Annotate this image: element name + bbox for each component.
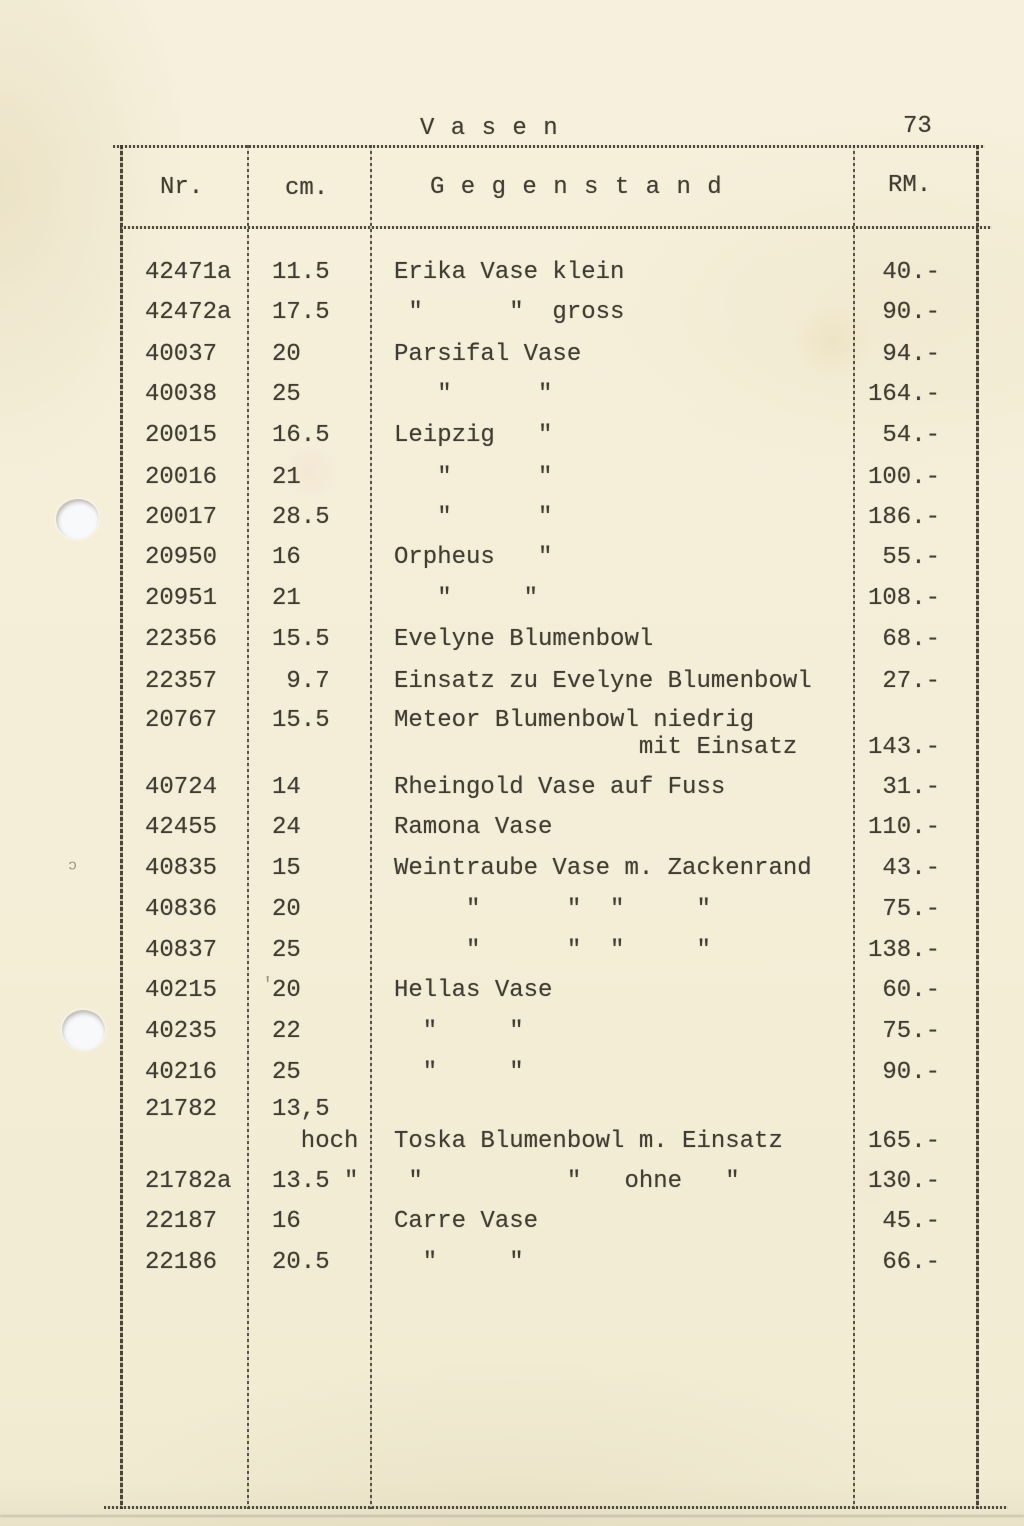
cell-cm: 20	[272, 977, 301, 1004]
cell-cm: 15.5	[272, 626, 330, 653]
cell-cm: 16	[272, 1208, 301, 1235]
cell-gegenstand: " "	[394, 1059, 524, 1086]
cell-rm: 110.-	[867, 814, 940, 841]
cell-nr: 20951	[145, 585, 218, 612]
cell-rm: 66.-	[882, 1249, 940, 1276]
cell-nr: 22356	[145, 626, 218, 653]
cell-cm: 16	[272, 544, 301, 571]
cell-rm: 94.-	[882, 341, 940, 368]
cell-rm: 60.-	[882, 977, 940, 1004]
table-border-left	[120, 145, 123, 1509]
cell-cm: 15	[272, 855, 301, 882]
cell-nr: 20015	[145, 422, 218, 449]
column-divider-cm-gegenstand	[370, 145, 372, 1509]
column-header-cm: cm.	[285, 175, 329, 202]
cell-gegenstand: " "	[394, 1018, 524, 1045]
column-divider-nr-cm	[247, 145, 249, 1509]
cell-gegenstand: Erika Vase klein	[394, 259, 625, 286]
cell-cm: 20.5	[272, 1249, 330, 1276]
cell-rm: 55.-	[882, 544, 940, 571]
pencil-mark: ɔ	[68, 857, 78, 875]
cell-cm: 25	[272, 381, 301, 408]
cell-rm: 108.-	[867, 585, 940, 612]
cell-gegenstand: Weintraube Vase m. Zackenrand	[394, 855, 812, 882]
cell-nr: 20016	[145, 464, 218, 491]
cell-gegenstand: mit Einsatz	[394, 734, 798, 761]
cell-cm: 16.5	[272, 422, 330, 449]
cell-rm: 143.-	[867, 734, 940, 761]
cell-rm: 100.-	[867, 464, 940, 491]
cell-nr: 40837	[145, 937, 218, 964]
cell-cm: 21	[272, 585, 301, 612]
cell-gegenstand: " "	[394, 585, 539, 612]
cell-nr: 21782	[145, 1096, 218, 1123]
cell-nr: 40836	[145, 896, 218, 923]
cell-cm: 24	[272, 814, 301, 841]
cell-gegenstand: " " gross	[394, 299, 625, 326]
cell-gegenstand: Parsifal Vase	[394, 341, 582, 368]
cell-cm: 28.5	[272, 504, 330, 531]
cell-rm: 43.-	[882, 855, 940, 882]
cell-cm: 21	[272, 464, 301, 491]
column-header-gegenstand: G e g e n s t a n d	[430, 174, 723, 201]
cell-cm: 13,5	[272, 1096, 330, 1123]
cell-nr: 20950	[145, 544, 218, 571]
cell-rm: 40.-	[882, 259, 940, 286]
cell-gegenstand: " "	[394, 1249, 524, 1276]
cell-nr: 22357	[145, 668, 218, 695]
cell-rm: 90.-	[882, 1059, 940, 1086]
cell-rm: 90.-	[882, 299, 940, 326]
cell-rm: 75.-	[882, 1018, 940, 1045]
cell-rm: 75.-	[882, 896, 940, 923]
cell-rm: 130.-	[867, 1168, 940, 1195]
cell-gegenstand: Carre Vase	[394, 1208, 539, 1235]
column-divider-gegenstand-rm	[853, 145, 855, 1509]
cell-rm: 138.-	[867, 937, 940, 964]
page-title: V a s e n	[420, 115, 559, 142]
table-header-rule	[120, 226, 992, 229]
cell-gegenstand: Evelyne Blumenbowl	[394, 626, 654, 653]
cell-cm: 13.5 "	[272, 1168, 359, 1195]
cell-cm: 14	[272, 774, 301, 801]
cell-nr: 40235	[145, 1018, 218, 1045]
cell-cm: 25	[272, 1059, 301, 1086]
cell-gegenstand: Orpheus "	[394, 544, 553, 571]
cell-rm: 165.-	[867, 1128, 940, 1155]
cell-nr: 42472a	[145, 299, 232, 326]
cell-gegenstand: " "	[394, 504, 553, 531]
cell-nr: 20767	[145, 707, 218, 734]
cell-cm: 20	[272, 341, 301, 368]
cell-rm: 27.-	[882, 668, 940, 695]
cell-nr: 21782a	[145, 1168, 232, 1195]
cell-gegenstand: " " " "	[394, 937, 711, 964]
column-header-nr: Nr.	[160, 174, 204, 201]
punch-hole	[60, 1008, 106, 1052]
cell-nr: 42471a	[145, 259, 232, 286]
cell-cm: 15.5	[272, 707, 330, 734]
cell-rm: 31.-	[882, 774, 940, 801]
cell-nr: 22186	[145, 1249, 218, 1276]
cell-cm: 25	[272, 937, 301, 964]
cell-rm: 68.-	[882, 626, 940, 653]
cell-rm: 186.-	[867, 504, 940, 531]
cell-gegenstand: Leipzig "	[394, 422, 553, 449]
cell-cm: 20	[272, 896, 301, 923]
table-border-bottom	[104, 1506, 1008, 1509]
table-border-right	[976, 145, 979, 1509]
cell-cm: 22	[272, 1018, 301, 1045]
cell-nr: 20017	[145, 504, 218, 531]
page-number: 73	[903, 113, 932, 140]
cell-nr: 42455	[145, 814, 218, 841]
cell-cm: 17.5	[272, 299, 330, 326]
cell-gegenstand: Toska Blumenbowl m. Einsatz	[394, 1128, 783, 1155]
paper-crease	[0, 1515, 1024, 1517]
cell-gegenstand: Hellas Vase	[394, 977, 553, 1004]
cell-gegenstand: " "	[394, 464, 553, 491]
cell-cm: 9.7	[272, 668, 330, 695]
cell-nr: 40038	[145, 381, 218, 408]
cell-nr: 40724	[145, 774, 218, 801]
cell-nr: 40835	[145, 855, 218, 882]
cell-gegenstand: " "	[394, 381, 553, 408]
cell-rm: 45.-	[882, 1208, 940, 1235]
cell-gegenstand: Einsatz zu Evelyne Blumenbowl	[394, 668, 812, 695]
cell-nr: 40216	[145, 1059, 218, 1086]
cell-rm: 164.-	[867, 381, 940, 408]
stray-tick-mark: '	[262, 974, 274, 996]
cell-gegenstand: Rheingold Vase auf Fuss	[394, 774, 726, 801]
column-header-rm: RM.	[888, 172, 932, 199]
cell-nr: 22187	[145, 1208, 218, 1235]
cell-cm: hoch	[272, 1128, 359, 1155]
punch-hole	[53, 496, 101, 542]
cell-nr: 40037	[145, 341, 218, 368]
cell-cm: 11.5	[272, 259, 330, 286]
cell-gegenstand: Meteor Blumenbowl niedrig	[394, 707, 755, 734]
cell-gegenstand: Ramona Vase	[394, 814, 553, 841]
cell-gegenstand: " " ohne "	[394, 1168, 740, 1195]
cell-gegenstand: " " " "	[394, 896, 711, 923]
cell-nr: 40215	[145, 977, 218, 1004]
cell-rm: 54.-	[882, 422, 940, 449]
